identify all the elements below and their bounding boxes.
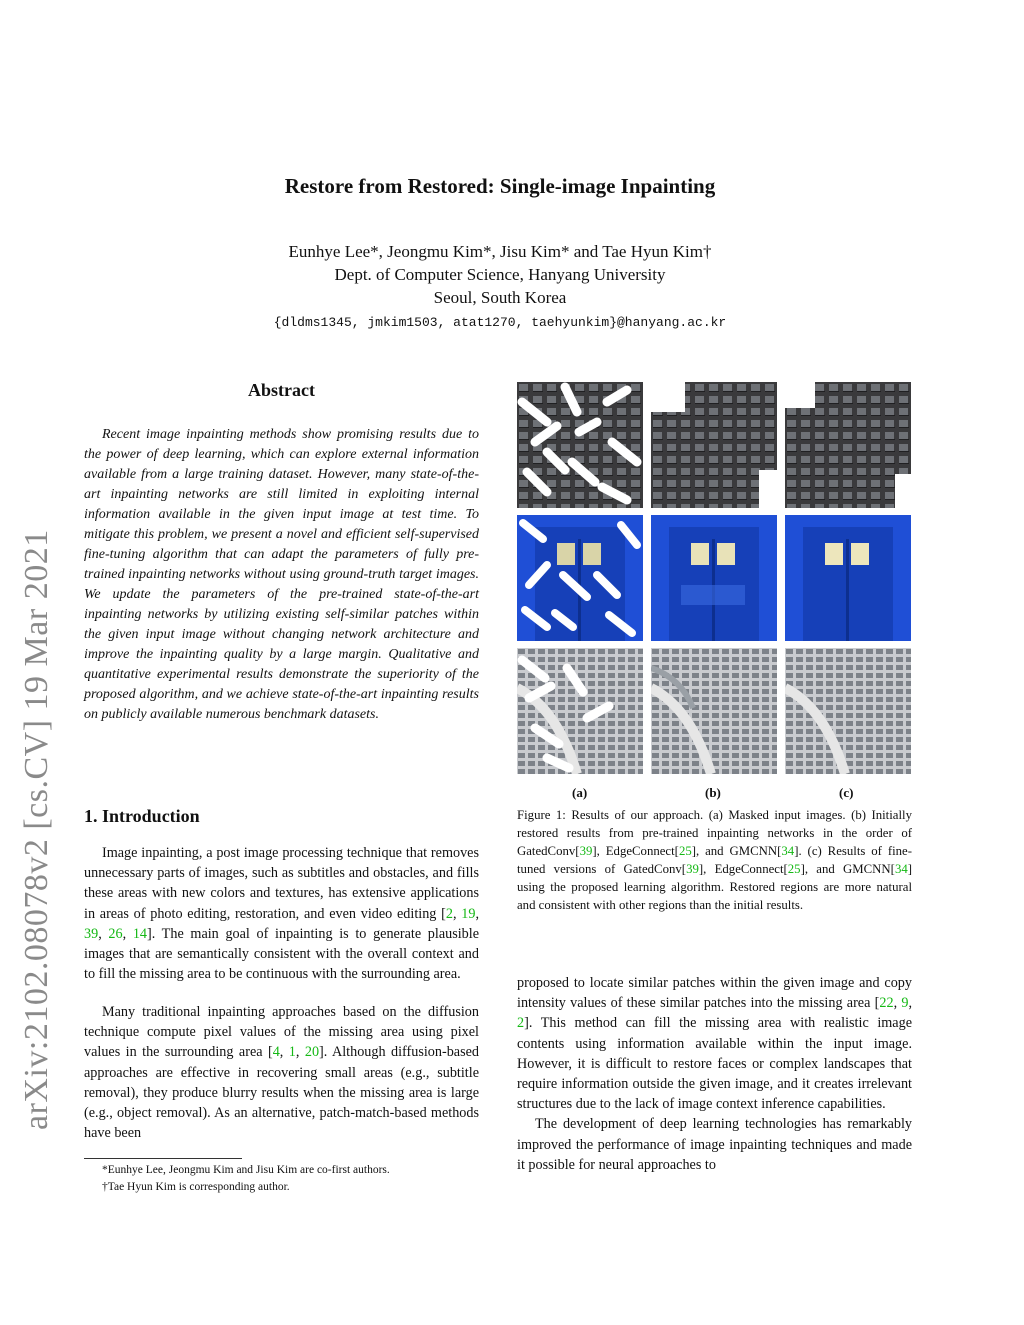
location: Seoul, South Korea (433, 288, 567, 307)
citation-link[interactable]: 39 (686, 862, 699, 876)
citation-link[interactable]: 20 (304, 1044, 320, 1061)
figure-1-grid (517, 382, 911, 774)
author-emails: {dldms1345, jmkim1503, atat1270, taehyunkim}@hanyang.ac.kr (273, 315, 727, 330)
figure-image-curved-building-finetuned (785, 648, 911, 774)
figure-label-b: (b) (705, 785, 721, 800)
citation-link[interactable]: 39 (579, 844, 593, 858)
author-block (0, 240, 1000, 309)
citation-link[interactable]: 4 (272, 1044, 280, 1061)
citation-link[interactable]: 2 (445, 905, 453, 922)
figure-image-curved-building-initial (651, 648, 777, 774)
citation-link[interactable]: 25 (678, 844, 692, 858)
intro-paragraph-3: proposed to locate similar patches within the given image and copy intensity values of these similar patches into the missing area [22, 9, 2]. This method can fill the missing area with realistic image contents using information available within the input image. However, it is difficult to restore faces or complex landscapes that require information outside the given image, and it creates irrelevant structures due to the lack of image context inference capabilities. (517, 975, 913, 1113)
citation-link[interactable]: 34 (781, 844, 795, 858)
figure-label-a: (a) (572, 785, 588, 800)
figure-image-building-initial (651, 382, 777, 508)
paper-title: Restore from Restored: Single-image Inpainting (284, 174, 716, 198)
footnote-cofirst: *Eunhye Lee, Jeongmu Kim and Jisu Kim are co-first authors. (102, 1164, 390, 1176)
citation-link[interactable]: 14 (132, 925, 147, 942)
figure-1-caption: Figure 1: Results of our approach. (a) Masked input images. (b) Initially restored results from pre-trained inpainting networks in the order of GatedConv[39], EdgeConnect[25], and GMCNN[34]. (c) Results of fine-tuned versions of GatedConv[39], EdgeConnect[25], and GMCNN[34] using the proposed learning algorithm. Restored regions are more natural and consistent with other regions than the initial results. (517, 808, 912, 912)
section-heading-introduction: 1. Introduction (84, 806, 200, 826)
figure-image-curved-building-masked (517, 648, 643, 774)
figure-image-building-masked (517, 382, 643, 508)
figure-image-door-initial (651, 515, 777, 641)
arxiv-stamp: arXiv:2102.08078v2 [cs.CV] 19 Mar 2021 (18, 529, 55, 1130)
abstract-heading: Abstract (248, 380, 315, 400)
figure-image-door-masked (517, 515, 643, 641)
footnote-corresponding: †Tae Hyun Kim is corresponding author. (102, 1181, 290, 1193)
citation-link[interactable]: 39 (84, 925, 99, 942)
citation-link[interactable]: 2 (517, 1015, 525, 1032)
citation-link[interactable]: 9 (901, 995, 909, 1012)
citation-link[interactable]: 22 (879, 995, 894, 1012)
intro-paragraph-2: Many traditional inpainting approaches based on the diffusion technique compute pixel values of the missing area using pixel values in the surrounding area [4, 1, 20]. Although diffusion-based approaches are effective in recovering small areas (e.g., subtitle removal), they produce blurry results when the missing area is large (e.g., object removal). As an alternative, patch-match-based methods have been (84, 1004, 480, 1142)
author-names: Eunhye Lee*, Jeongmu Kim*, Jisu Kim* and Tae Hyun Kim† (288, 242, 712, 261)
footnote-rule (84, 1158, 242, 1159)
figure-label-c: (c) (839, 785, 854, 800)
citation-link[interactable]: 1 (288, 1044, 296, 1061)
citation-link[interactable]: 26 (108, 925, 123, 942)
figure-image-door-finetuned (785, 515, 911, 641)
figure-image-building-finetuned (785, 382, 911, 508)
citation-link[interactable]: 19 (461, 905, 476, 922)
affiliation: Dept. of Computer Science, Hanyang University (334, 265, 666, 284)
intro-paragraph-1: Image inpainting, a post image processing technique that removes unnecessary parts of images, such as subtitles and obstacles, and fills these areas with new colors and textures, has extensive applications in areas of photo editing, restoration, and even video editing [2, 19, 39, 26, 14]. The main goal of inpainting is to generate plausible images that are semantically consistent with the overall context and to fill the missing area to be continuous with the surrounding area. (84, 845, 480, 983)
citation-link[interactable]: 25 (787, 862, 801, 876)
intro-paragraph-4: The development of deep learning technologies has remarkably improved the performance of image inpainting techniques and made it possible for neural approaches to (517, 1116, 912, 1173)
intro-right-column (517, 973, 912, 1175)
citation-link[interactable]: 34 (894, 862, 908, 876)
abstract-text: Recent image inpainting methods show promising results due to the power of deep learning, which can explore external information available from a large training dataset. However, many state-of-the-art inpainting networks are still limited in exploiting internal information available in the given input image at test time. To mitigate this problem, we present a novel and efficient self-supervised fine-tuning algorithm that can adapt the parameters of fully pre-trained inpainting networks without using ground-truth target images. We update the parameters of the pre-trained state-of-the-art inpainting networks by utilizing existing self-similar patches within the given input image without changing network architecture and improve the inpainting quality by a large margin. Qualitative and quantitative experimental results demonstrate the superiority of the proposed algorithm, and we achieve state-of-the-art inpainting results on publicly available numerous benchmark datasets. (84, 427, 479, 722)
